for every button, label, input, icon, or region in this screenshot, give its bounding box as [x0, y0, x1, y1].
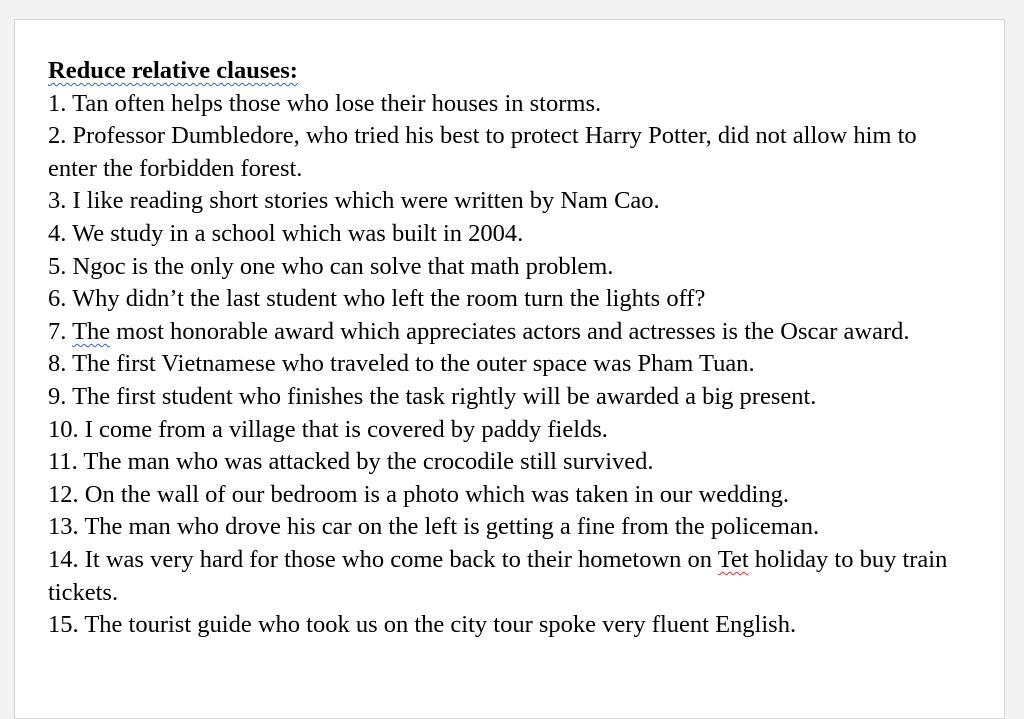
list-item-9 [48, 381, 953, 414]
item-text: I like reading short stories which were written by Nam Cao. [72, 187, 660, 215]
item-text: The man who drove his car on the left is getting a fine from the policeman. [84, 513, 820, 541]
item-number: 5. [48, 252, 67, 280]
item-text: Why didn’t the last student who left the room turn the lights off? [72, 285, 706, 313]
item-text: The tourist guide who took us on the city tour spoke very fluent English. [84, 611, 797, 639]
item-text: The first student who finishes the task rightly will be awarded a big present. [72, 382, 817, 410]
item-text: The first Vietnamese who traveled to the outer space was Pham Tuan. [72, 350, 755, 378]
list-item-15 [48, 609, 953, 642]
list-item-3 [48, 185, 953, 218]
item-number: 15. [48, 611, 79, 639]
list-item-11 [48, 446, 953, 479]
spelling-flagged-word: Tet [717, 545, 749, 573]
heading: Reduce relative clauses: [48, 57, 298, 84]
item-number: 12. [48, 480, 79, 508]
item-text: most honorable award which appreciates actors and actresses is the Oscar award. [110, 317, 910, 345]
item-number: 7. [48, 317, 67, 345]
item-text-continued: holiday to buy train tickets. [48, 545, 948, 606]
item-text: On the wall of our bedroom is a photo which was taken in our wedding. [84, 480, 789, 508]
list-item-13 [48, 511, 953, 544]
list-item-5 [48, 251, 953, 284]
list-item-14 [48, 544, 953, 609]
grammar-flagged-word: The [72, 317, 111, 345]
item-text: Ngoc is the only one who can solve that math problem. [72, 252, 614, 280]
list-item-4 [48, 218, 953, 251]
item-number: 10. [48, 415, 79, 443]
item-number: 13. [48, 513, 79, 541]
list-item-6 [48, 283, 953, 316]
list-item-8 [48, 348, 953, 381]
document-page [14, 19, 1005, 719]
item-text: It was very hard for those who come back to their hometown on [84, 545, 718, 573]
item-text: I come from a village that is covered by paddy fields. [84, 415, 608, 443]
list-item-2 [48, 120, 953, 185]
item-number: 14. [48, 545, 79, 573]
item-number: 8. [48, 350, 67, 378]
item-number: 3. [48, 187, 67, 215]
item-text: Professor Dumbledore, who tried his best to protect Harry Potter, did not allow him to enter the forbidden forest. [48, 122, 917, 182]
item-text: We study in a school which was built in 2004. [72, 219, 524, 247]
heading-line [48, 55, 953, 88]
item-number: 1. [48, 89, 67, 117]
item-number: 6. [48, 285, 67, 313]
item-text: The man who was attacked by the crocodile still survived. [83, 448, 654, 476]
item-number: 2. [48, 122, 67, 150]
list-item-12 [48, 479, 953, 512]
item-number: 9. [48, 382, 67, 410]
item-number: 4. [48, 219, 67, 247]
list-item-10 [48, 414, 953, 447]
item-text: Tan often helps those who lose their houses in storms. [72, 89, 602, 117]
document-content [48, 55, 953, 642]
list-item-1 [48, 88, 953, 121]
item-number: 11. [48, 448, 78, 476]
list-item-7 [48, 316, 953, 349]
